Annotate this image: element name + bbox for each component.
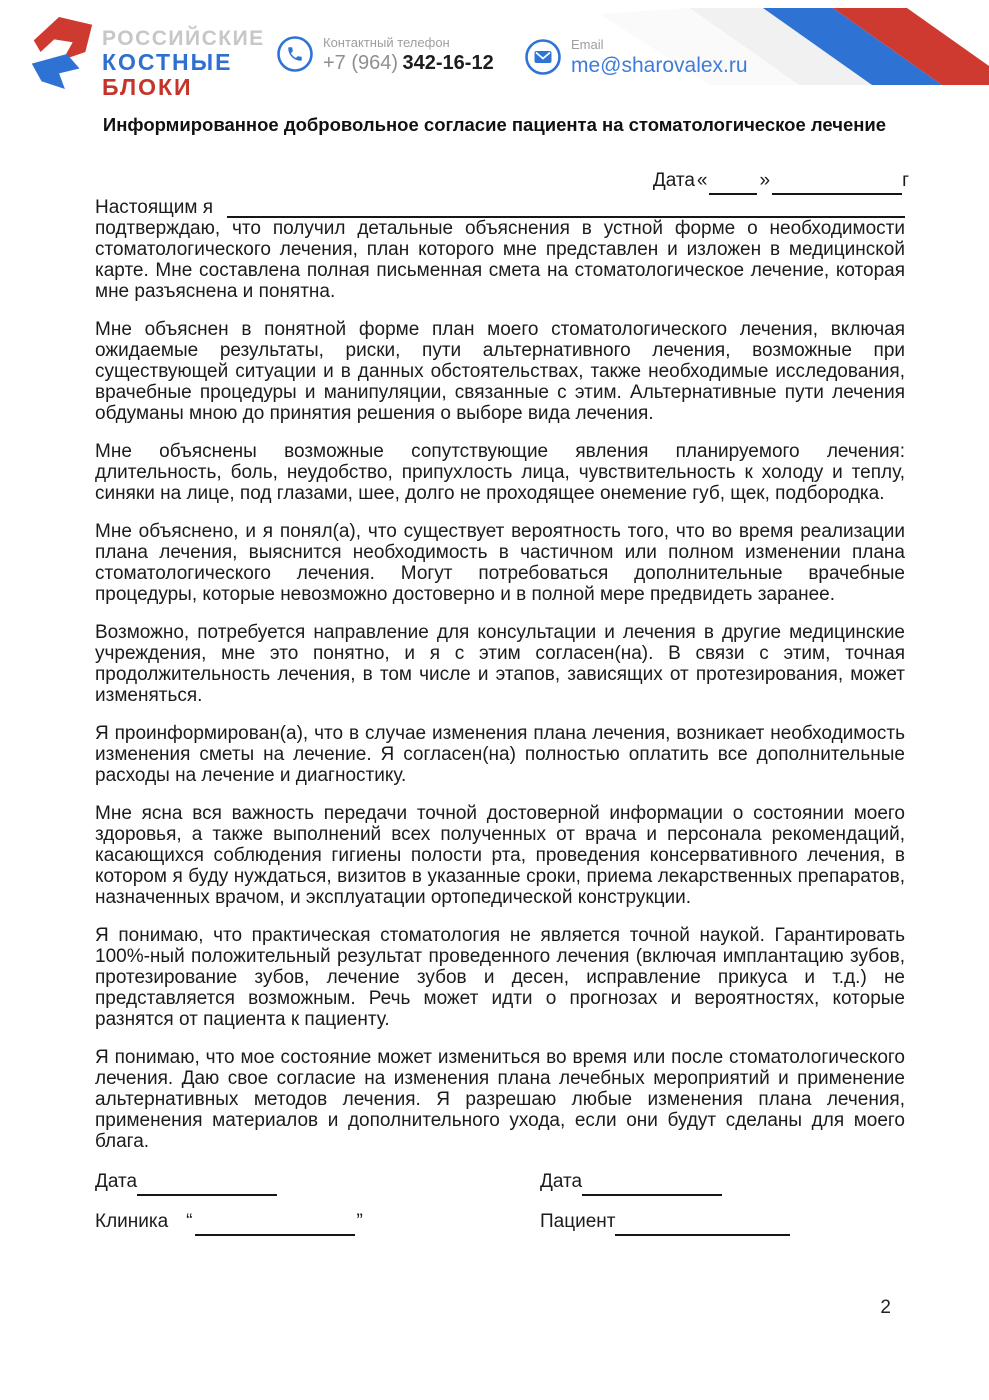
paragraph-2: Мне объяснен в понятной форме план моего стоматологического лечения, включая ожидаемые результаты, риски, пути альтернативного лечения, возможные при существующей ситуации и в данных обстоятельствах, также необходимые исследования, врачебные процедуры и манипуляции, связанные с этим. Альтернативные пути лечения обдуманы мною до принятия решения о выборе вида лечения. (95, 319, 905, 424)
company-logo (24, 12, 265, 99)
patient-date-blank (582, 1179, 722, 1196)
header-date-line (95, 170, 909, 192)
signature-block (95, 1169, 905, 1233)
date-year-suffix: г (902, 170, 909, 191)
phone-prefix: +7 (964) (323, 51, 399, 74)
phone-label: Контактный телефон (323, 34, 450, 50)
signature-date-row (95, 1169, 905, 1193)
clinic-open-quote: “ (186, 1211, 193, 1232)
date-label: Дата (652, 170, 695, 191)
patient-label: Пациент (540, 1211, 616, 1232)
logo-wordmark (102, 12, 265, 99)
email-contact-block (524, 38, 748, 76)
paragraph-5: Возможно, потребуется направление для консультации и лечения в другие медицинские учреждения, мне это понятно, и я с этим согласен(на). В связи с этим, точная продолжительность лечения, в том числе и этапов, зависящих от протезирования, может изменяться. (95, 622, 905, 706)
document-title: Информированное добровольное согласие пациента на стоматологическое лечение (102, 114, 887, 135)
patient-name-blank (615, 1219, 790, 1236)
intro-label: Настоящим я (95, 197, 214, 218)
clinic-close-quote: ” (356, 1211, 363, 1232)
paragraph-9: Я понимаю, что мое состояние может измениться во время или после стоматологического лечения. Даю свое согласие на изменения плана лечебных мероприятий и применение альтернативных методов лечения. Я разрешаю любые изменения плана лечения, применения материалов и дополнительного ухода, если они будут сделаны для моего блага. (95, 1047, 905, 1152)
date-month-blank (772, 178, 902, 195)
paragraph-6: Я проинформирован(а), что в случае изменения плана лечения, возникает необходимость изменения сметы на лечение. Я согласен(на) полностью оплатить все дополнительные расходы на лечение и диагностику. (95, 723, 905, 786)
intro-name-blank (227, 201, 905, 218)
document-body (95, 218, 905, 1152)
date-open-quote: « (696, 170, 708, 191)
signature-name-row (95, 1209, 905, 1233)
paragraph-8: Я понимаю, что практическая стоматология не является точной наукой. Гарантировать 100%-ный положительный результат проведенного лечения (включая имплантацию зубов, протезирование зубов, лечение зубов и десен, исправление прикуса и т.д.) не представляется возможным. Речь может идти о прогнозах и вероятностях, которые разнятся от пациента к пациенту. (95, 925, 905, 1030)
clinic-date-label: Дата (95, 1171, 138, 1192)
paragraph-7: Мне ясна вся важность передачи точной достоверной информации о состоянии моего здоровья, а также выполнений всех полученных от врача и персонала рекомендаций, касающихся соблюдения гигиены полости рта, проведения консервативного лечения, в котором я буду нуждаться, визитов в указанные сроки, приема лекарственных препаратов, назначенных врачом, и эксплуатации ортопедической конструкции. (95, 803, 905, 908)
logo-word-kostnye: КОСТНЫЕ (102, 49, 233, 75)
logo-r-icon (24, 12, 98, 92)
phone-contact-block (276, 35, 494, 73)
logo-word-rossiyskie: РОССИЙСКИЕ (102, 27, 265, 50)
page-number: 2 (880, 1297, 891, 1318)
logo-word-bloki: БЛОКИ (102, 74, 193, 100)
paragraph-3: Мне объяснены возможные сопутствующие явления планируемого лечения: длительность, боль, неудобство, припухлость лица, чувствительность к холоду и теплу, синяки на лице, под глазами, шее, долго не проходящее онемение губ, щек, подбородка. (95, 441, 905, 504)
paragraph-4: Мне объяснено, и я понял(а), что существует вероятность того, что во время реализации плана лечения, выяснится необходимость в частичном или полном изменении плана стоматологического лечения. Могут потребоваться дополнительные врачебные процедуры, которые невозможно достоверно и в полной мере предвидеть заранее. (95, 521, 905, 605)
phone-icon (276, 35, 314, 73)
letterhead (0, 0, 989, 100)
date-close-quote: » (759, 170, 771, 191)
email-address: me@sharovalex.ru (571, 54, 748, 77)
clinic-date-blank (137, 1179, 277, 1196)
patient-date-label: Дата (540, 1171, 583, 1192)
clinic-label: Клиника (95, 1211, 169, 1232)
clinic-name-blank (195, 1219, 355, 1236)
phone-number: 342-16-12 (402, 51, 494, 74)
paragraph-1: подтверждаю, что получил детальные объяснения в устной форме о необходимости стоматологического лечения, план которого мне представлен и изложен в медицинской карте. Мне составлена полная письменная смета на стоматологическое лечение, которая мне разъяснена и понятна. (95, 218, 905, 302)
email-icon (524, 38, 562, 76)
intro-line (95, 196, 905, 218)
email-label: Email (571, 37, 604, 52)
date-day-blank (709, 178, 757, 195)
